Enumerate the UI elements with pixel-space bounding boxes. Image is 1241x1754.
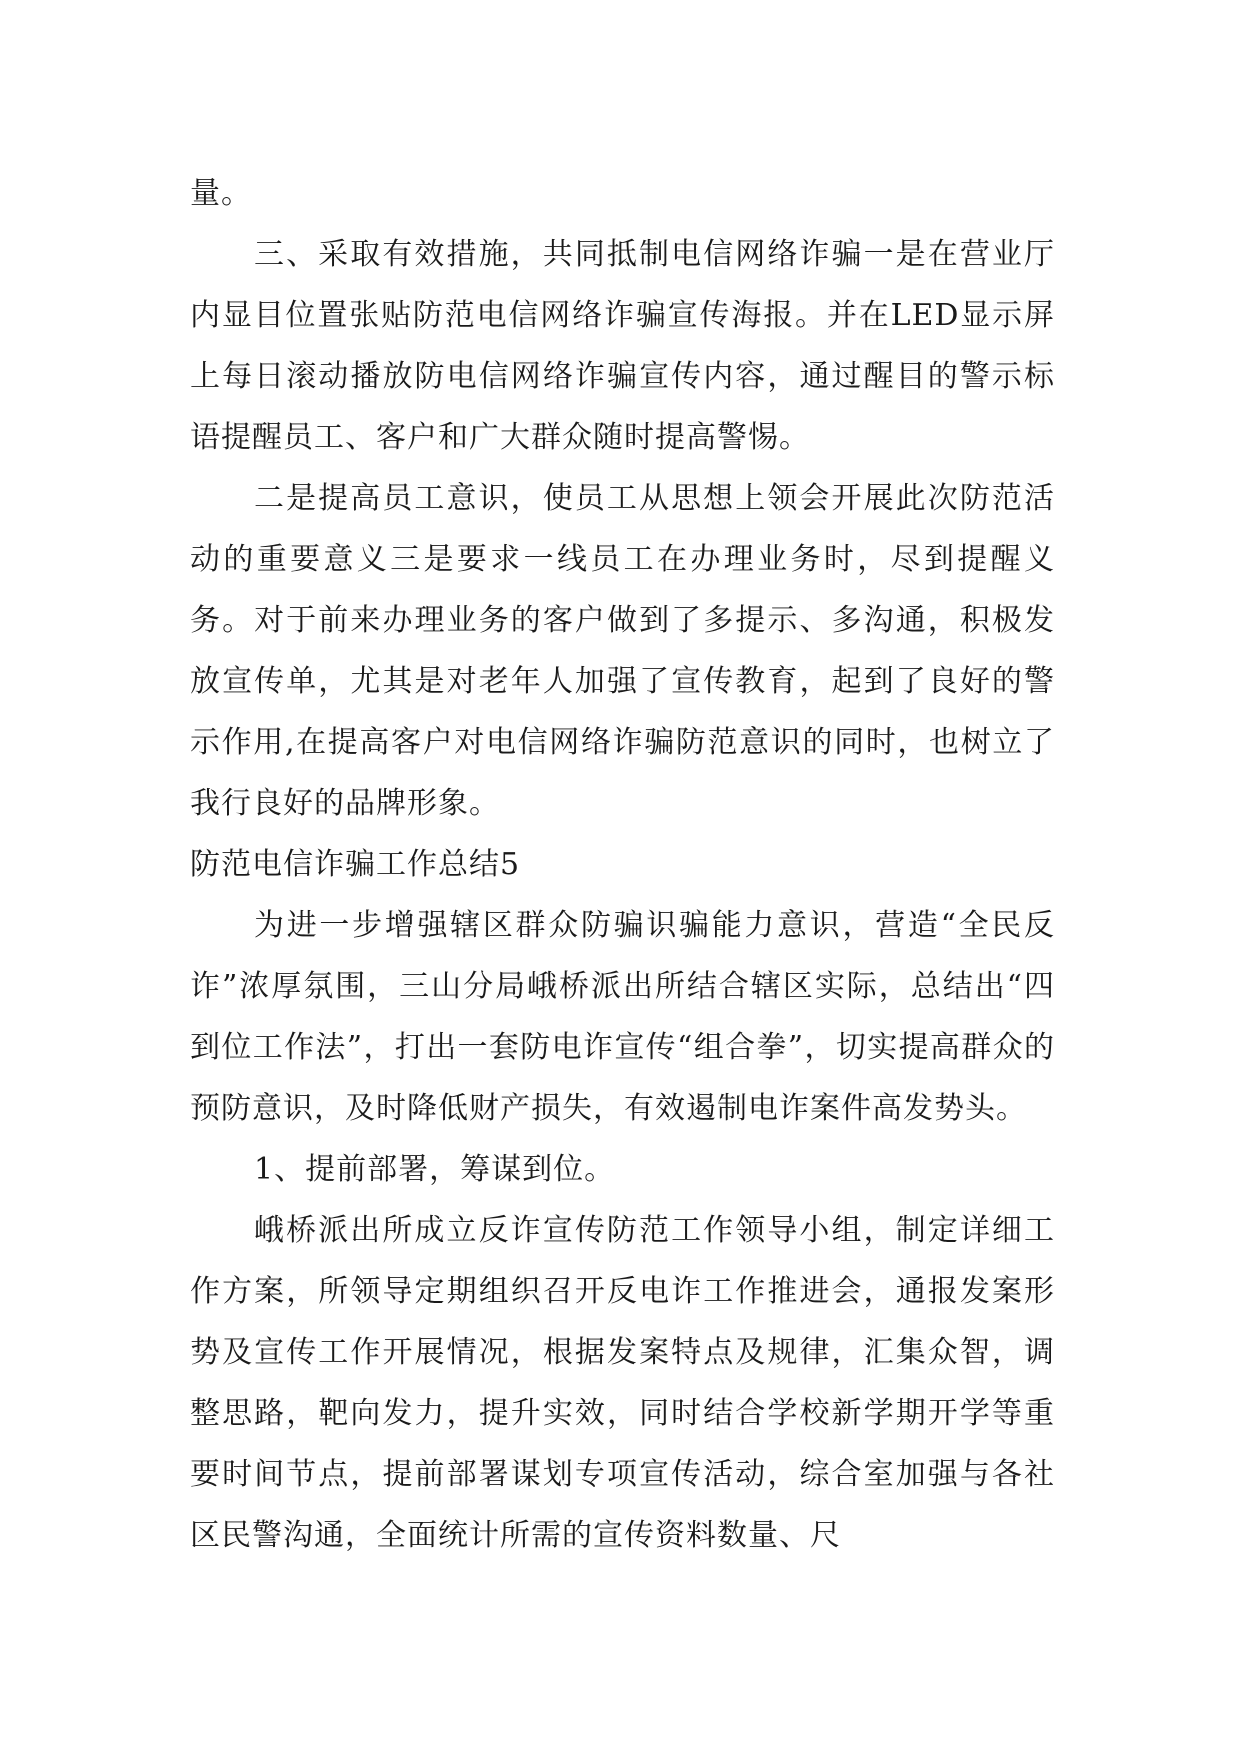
paragraph-subheading: 1、提前部署，筹谋到位。 [254,1152,616,1187]
paragraph-staff-awareness: 二是提高员工意识，使员工从思想上领会开展此次防范活动的重要意义三是要求一线员工在办理业务时，尽到提醒义务。对于前来办理业务的客户做到了多提示、多沟通，积极发放宣传单，尤其是对老年人加强了宣传教育，起到了良好的警示作用,在提高客户对电信网络诈骗防范意识的同时，也树立了我行良好的品牌形象。 [190,481,1055,821]
document-body [190,163,1055,1566]
paragraph-intro: 为进一步增强辖区群众防骗识骗能力意识，营造“全民反诈”浓厚氛围，三山分局峨桥派出所结合辖区实际，总结出“四到位工作法”，打出一套防电诈宣传“组合拳”，切实提高群众的预防意识，及时降低财产损失，有效遏制电诈案件高发势头。 [190,908,1055,1126]
paragraph-continuation: 量。 [190,176,252,211]
paragraph-deployment: 峨桥派出所成立反诈宣传防范工作领导小组，制定详细工作方案，所领导定期组织召开反电诈工作推进会，通报发案形势及宣传工作开展情况，根据发案特点及规律，汇集众智，调整思路，靶向发力，提升实效，同时结合学校新学期开学等重要时间节点，提前部署谋划专项宣传活动，综合室加强与各社区民警沟通，全面统计所需的宣传资料数量、尺 [190,1213,1055,1553]
paragraph-measures: 三、采取有效措施，共同抵制电信网络诈骗一是在营业厅内显目位置张贴防范电信网络诈骗宣传海报。并在LED显示屏上每日滚动播放防电信网络诈骗宣传内容，通过醒目的警示标语提醒员工、客户和广大群众随时提高警惕。 [190,237,1055,455]
section-heading: 防范电信诈骗工作总结5 [190,847,521,882]
